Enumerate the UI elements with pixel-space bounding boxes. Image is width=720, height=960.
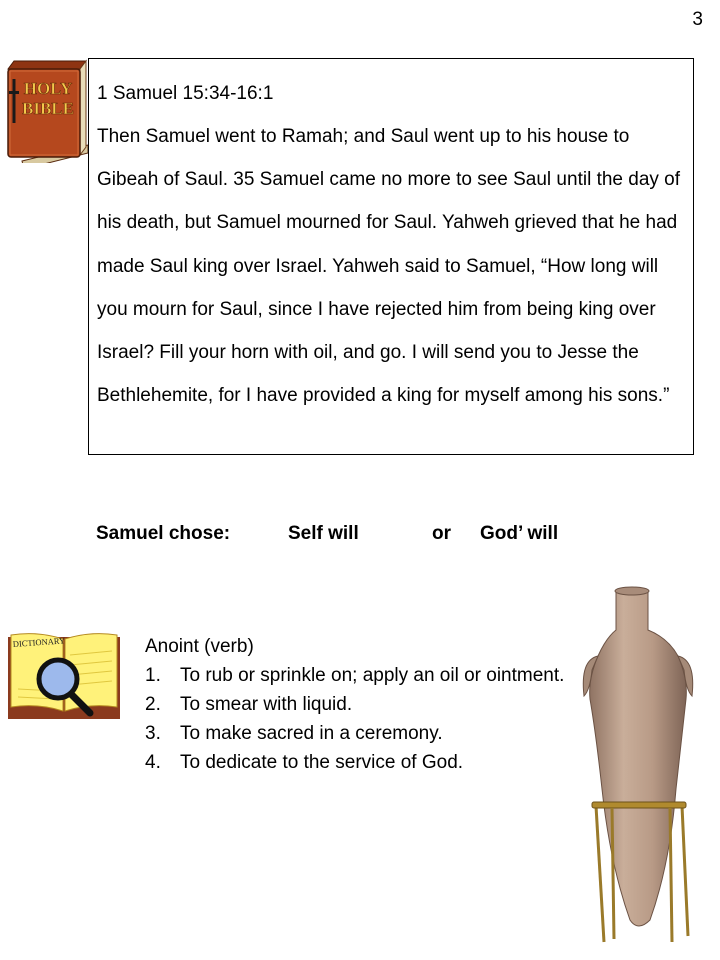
holy-bible-icon bbox=[4, 57, 88, 163]
bible-title-line1: HOLY bbox=[23, 79, 73, 98]
choice-label: Samuel chose: bbox=[96, 523, 231, 544]
definition-number: 2. bbox=[145, 694, 161, 715]
bible-title-line2: BIBLE bbox=[22, 99, 74, 118]
choice-separator: or bbox=[432, 523, 451, 544]
dictionary-word: Anoint (verb) bbox=[145, 636, 254, 657]
dictionary-icon bbox=[8, 633, 120, 719]
definition-number: 3. bbox=[145, 723, 161, 744]
choice-option-self-will: Self will bbox=[288, 523, 359, 544]
definition-item bbox=[145, 748, 565, 777]
choice-option-gods-will: God’ will bbox=[480, 523, 559, 544]
definition-text: To dedicate to the service of God. bbox=[180, 752, 464, 773]
definition-number: 4. bbox=[145, 752, 161, 773]
definition-text: To make sacred in a ceremony. bbox=[180, 723, 443, 744]
definition-item bbox=[145, 690, 565, 719]
definition-number: 1. bbox=[145, 665, 161, 686]
page-number: 3 bbox=[692, 9, 703, 30]
scripture-reference: 1 Samuel 15:34-16:1 bbox=[97, 83, 274, 104]
scripture-text: Then Samuel went to Ramah; and Saul went up to his house to Gibeah of Saul. 35 Samuel came no more to see Saul until the day of his death, but Samuel mourned for Saul. Yahweh grieved that he had made Saul king over Israel. Yahweh said to Samuel, “How long will you mourn for Saul, since I have rejected him from being king over Israel? Fill your horn with oil, and go. I will send you to Jesse the Bethlehemite, for I have provided a king for myself among his sons.” bbox=[97, 126, 681, 407]
definition-text: To smear with liquid. bbox=[180, 694, 353, 715]
definition-text: To rub or sprinkle on; apply an oil or ointment. bbox=[180, 665, 565, 686]
scripture-box bbox=[88, 58, 694, 455]
amphora-image bbox=[572, 584, 702, 946]
dictionary-icon-label: DICTIONARY bbox=[12, 635, 66, 649]
definition-item bbox=[145, 719, 565, 748]
definition-item bbox=[145, 661, 565, 690]
dictionary-entry bbox=[145, 632, 565, 777]
definition-list bbox=[145, 661, 565, 777]
